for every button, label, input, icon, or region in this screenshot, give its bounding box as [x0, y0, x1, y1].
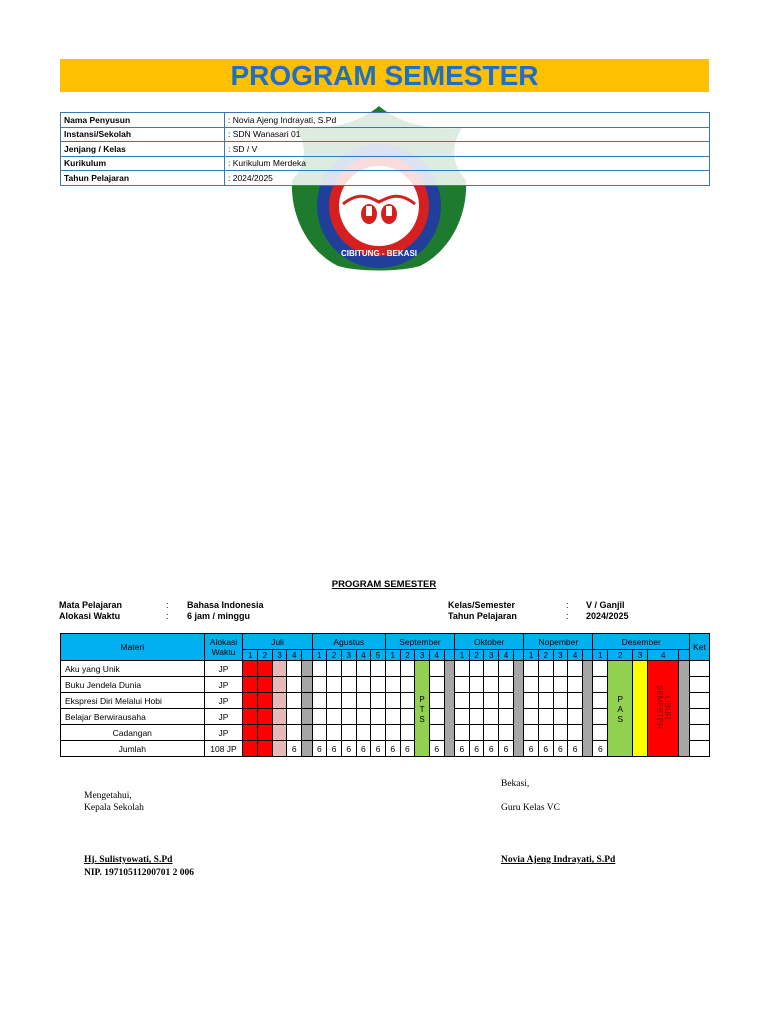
week-number: 2: [258, 650, 273, 661]
materi-cell: Buku Jendela Dunia: [61, 677, 205, 693]
tahun-label: Tahun Pelajaran: [448, 611, 517, 621]
signature-place: Bekasi,: [501, 779, 530, 789]
pts-label: P T S: [419, 694, 425, 724]
month-oktober: Oktober: [455, 634, 524, 650]
meta-values-left: [187, 600, 264, 622]
week-number: 4: [568, 650, 583, 661]
total-value: 6: [385, 741, 400, 757]
col-materi: Materi: [61, 634, 205, 661]
info-row: [61, 127, 710, 142]
kelas-label: Kelas/Semester: [448, 600, 516, 610]
alokasi-cell: JP: [204, 709, 243, 725]
total-value: 6: [593, 741, 608, 757]
total-value: 6: [553, 741, 568, 757]
week-number: 2: [400, 650, 415, 661]
signature-left-line1: Mengetahui,: [84, 791, 132, 801]
info-row: [61, 142, 710, 157]
total-value: 6: [341, 741, 356, 757]
week-number: 3: [341, 650, 356, 661]
meta-colons-right: [566, 600, 569, 622]
week-number: 4: [356, 650, 371, 661]
pas-cell: [608, 661, 633, 757]
headmaster-name: Hj. Sulistyowati, S.Pd: [84, 855, 173, 865]
info-value: : 2024/2025: [225, 171, 710, 186]
info-label: Jenjang / Kelas: [61, 142, 225, 157]
total-value: 6: [469, 741, 484, 757]
total-value: 6: [455, 741, 470, 757]
week-number: 1: [312, 650, 327, 661]
week-number: 2: [469, 650, 484, 661]
libur-cell: [647, 661, 678, 757]
pts-cell: [415, 661, 430, 757]
week-spacer: [582, 650, 593, 661]
info-value: : Kurikulum Merdeka: [225, 156, 710, 171]
pas-label: P A S: [617, 693, 624, 724]
total-value: 6: [356, 741, 371, 757]
week-number: 4: [647, 650, 678, 661]
week-number: 1: [455, 650, 470, 661]
signature-right-line2: Guru Kelas VC: [501, 803, 560, 813]
alokasi-cell: JP: [204, 677, 243, 693]
header-row-months: [61, 634, 710, 650]
info-label: Instansi/Sekolah: [61, 127, 225, 142]
kelas-value: V / Ganjil: [586, 600, 625, 610]
total-value: 6: [429, 741, 444, 757]
materi-cell: Ekspresi Diri Melalui Hobi: [61, 693, 205, 709]
week-spacer: [444, 650, 454, 661]
week-number: 4: [499, 650, 514, 661]
materi-cell: Cadangan: [61, 725, 205, 741]
info-value: : Novia Ajeng Indrayati, S.Pd: [225, 113, 710, 128]
materi-cell: Aku yang Unik: [61, 661, 205, 677]
week-number: 2: [538, 650, 553, 661]
month-desember: Desember: [593, 634, 689, 650]
week-number: 3: [553, 650, 568, 661]
signature-left-line2: Kepala Sekolah: [84, 803, 144, 813]
alokasi-cell: JP: [204, 725, 243, 741]
alokasi-value: 6 jam / minggu: [187, 611, 251, 621]
total-alokasi: 108 JP: [204, 741, 243, 757]
info-row: [61, 171, 710, 186]
alokasi-cell: JP: [204, 693, 243, 709]
program-semester-table: [60, 633, 710, 757]
headmaster-nip: NIP. 19710511200701 2 006: [84, 868, 194, 878]
colon: :: [566, 600, 569, 610]
col-ket: Ket: [689, 634, 709, 661]
meta-colons-left: [166, 600, 169, 622]
week-number: 3: [633, 650, 648, 661]
meta-values-right: [586, 600, 629, 622]
week-number: 4: [287, 650, 302, 661]
logo-text: CIBITUNG - BEKASI: [341, 249, 417, 258]
mapel-label: Mata Pelajaran: [59, 600, 123, 610]
total-value: 6: [400, 741, 415, 757]
info-label: Nama Penyusun: [61, 113, 225, 128]
week-spacer: [302, 650, 312, 661]
total-value: 6: [499, 741, 514, 757]
month-juli: Juli: [243, 634, 312, 650]
total-value: 6: [538, 741, 553, 757]
week-spacer: [513, 650, 523, 661]
col-alokasi: Alokasi Waktu: [204, 634, 243, 661]
week-number: 3: [272, 650, 287, 661]
mapel-value: Bahasa Indonesia: [187, 600, 264, 610]
total-value: 6: [524, 741, 539, 757]
tahun-value: 2024/2025: [586, 611, 629, 621]
week-number: 1: [385, 650, 400, 661]
total-value: 6: [327, 741, 342, 757]
colon: :: [566, 611, 569, 621]
month-september: September: [385, 634, 454, 650]
total-value: 6: [371, 741, 386, 757]
total-label: Jumlah: [61, 741, 205, 757]
total-value: 6: [484, 741, 499, 757]
month-agustus: Agustus: [312, 634, 385, 650]
week-number: 3: [484, 650, 499, 661]
week-number: 3: [415, 650, 430, 661]
total-value: 6: [312, 741, 327, 757]
meta-labels-left: [59, 600, 122, 622]
colon: :: [166, 600, 169, 610]
week-number: 1: [243, 650, 258, 661]
week-number: 1: [593, 650, 608, 661]
colon: :: [166, 611, 169, 621]
week-number: 2: [608, 650, 633, 661]
week-number: 2: [327, 650, 342, 661]
page-banner-title: PROGRAM SEMESTER: [60, 59, 709, 92]
info-value: : SDN Wanasari 01: [225, 127, 710, 142]
info-table: [60, 112, 710, 186]
total-value: 6: [287, 741, 302, 757]
info-row: [61, 156, 710, 171]
week-number: 4: [429, 650, 444, 661]
alokasi-label: Alokasi Waktu: [59, 611, 121, 621]
teacher-name: Novia Ajeng Indrayati, S.Pd: [501, 855, 616, 865]
libur-label: LIBUR SEMESTER: [655, 685, 673, 730]
info-row: [61, 113, 710, 128]
month-nopember: Nopember: [524, 634, 593, 650]
alokasi-cell: JP: [204, 661, 243, 677]
info-label: Kurikulum: [61, 156, 225, 171]
week-spacer: [679, 650, 690, 661]
info-value: : SD / V: [225, 142, 710, 157]
materi-cell: Belajar Berwirausaha: [61, 709, 205, 725]
total-value: 6: [568, 741, 583, 757]
document-title: PROGRAM SEMESTER: [331, 579, 437, 590]
week-number: 1: [524, 650, 539, 661]
week-number: 5: [371, 650, 386, 661]
meta-labels-right: [448, 600, 517, 622]
table-row: [61, 661, 710, 677]
info-label: Tahun Pelajaran: [61, 171, 225, 186]
